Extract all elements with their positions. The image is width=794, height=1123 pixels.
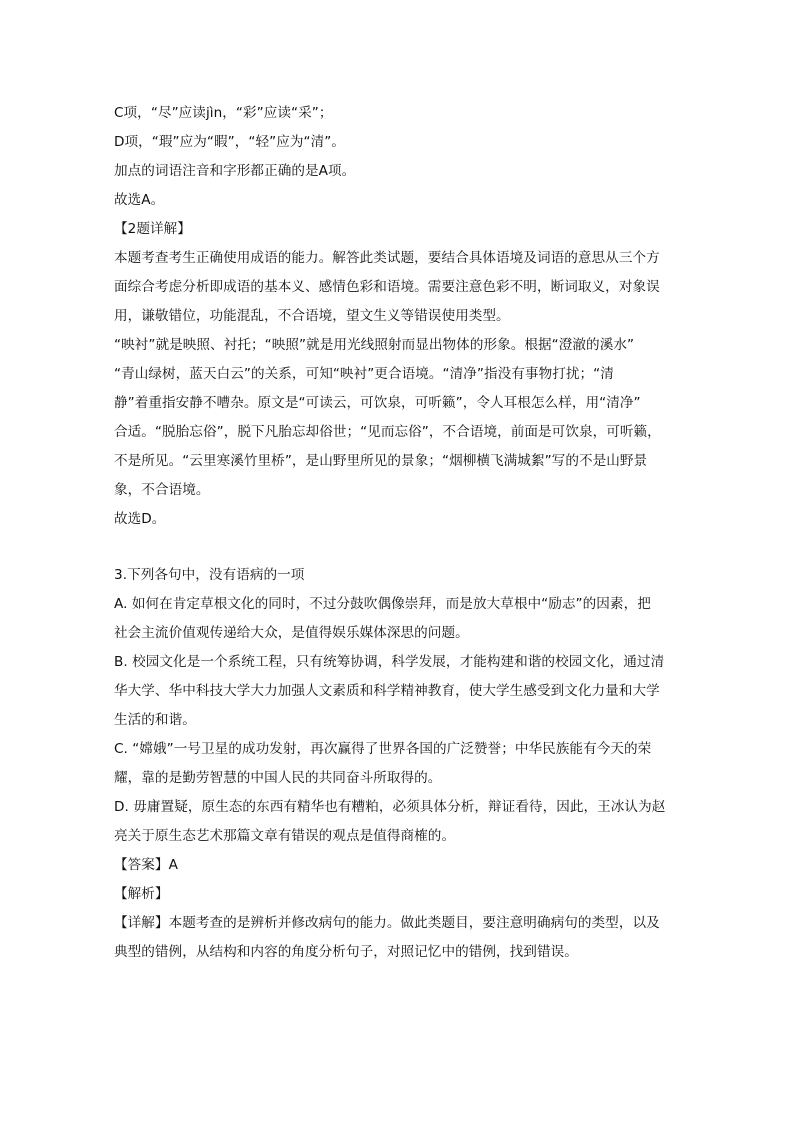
option-c: C. “嫦娥”一号卫星的成功发射，再次赢得了世界各国的广泛赞誉；中华民族能有今天的荣 bbox=[114, 741, 652, 757]
text-line: “映衬”就是映照、衬托；“映照”就是用光线照射而显出物体的形象。根据“澄澈的溪水” bbox=[114, 337, 635, 353]
text-line: 面综合考虑分析即成语的基本义、感情色彩和语境。需要注意色彩不明，断词取义，对象误 bbox=[114, 279, 660, 295]
text-line: 静”着重指安静不嘈杂。原文是“可读云，可饮泉，可听籁”，令人耳根怎么样，用“清净” bbox=[114, 395, 641, 411]
text-line: 本题考查考生正确使用成语的能力。解答此类试题，要结合具体语境及词语的意思从三个方 bbox=[114, 250, 660, 266]
text-line: 象，不合语境。 bbox=[114, 482, 210, 498]
option-a-cont: 社会主流价值观传递给大众，是值得娱乐媒体深思的问题。 bbox=[114, 625, 469, 641]
text-line: D项，“瑕”应为“暇”，“轻”应为“清”。 bbox=[114, 134, 345, 150]
text-line: 用，谦敬错位，功能混乱，不合语境，望文生义等错误使用类型。 bbox=[114, 308, 510, 324]
question-title: 3.下列各句中，没有语病的一项 bbox=[114, 567, 305, 583]
detail-text: 【详解】本题考查的是辨析并修改病句的能力。做此类题目，要注意明确病句的类型，以及 bbox=[114, 915, 660, 931]
text-line: 合适。“脱胎忘俗”，脱下凡胎忘却俗世；“见而忘俗”，不合语境，前面是可饮泉，可听籁， bbox=[114, 424, 661, 440]
option-b-cont: 华大学、华中科技大学大力加强人文素质和科学精神教育，使大学生感受到文化力量和大学 bbox=[114, 683, 660, 699]
text-line: 加点的词语注音和字形都正确的是A项。 bbox=[114, 163, 356, 179]
option-d: D. 毋庸置疑，原生态的东西有精华也有糟粕，必须具体分析，辩证看待，因此，王冰认为赵 bbox=[114, 799, 666, 815]
text-line: “青山绿树，蓝天白云”的关系，可知“映衬”更合语境。“清净”指没有事物打扰；“清 bbox=[114, 366, 614, 382]
text-line: 故选D。 bbox=[114, 511, 166, 527]
option-d-cont: 亮关于原生态艺术那篇文章有错误的观点是值得商榷的。 bbox=[114, 828, 456, 844]
document-page bbox=[114, 99, 686, 967]
option-b-cont: 生活的和谐。 bbox=[114, 712, 196, 728]
text-line: C项，“尽”应读jìn，“彩”应读“采”； bbox=[114, 105, 333, 121]
detail-text: 典型的错例，从结构和内容的角度分析句子，对照记忆中的错例，找到错误。 bbox=[114, 944, 578, 960]
option-c-cont: 耀，靠的是勤劳智慧的中国人民的共同奋斗所取得的。 bbox=[114, 770, 442, 786]
analysis-label: 【解析】 bbox=[114, 886, 169, 902]
section-heading: 【2题详解】 bbox=[114, 221, 191, 237]
answer-label: 【答案】A bbox=[114, 857, 178, 873]
text-line: 故选A。 bbox=[114, 192, 165, 208]
text-line: 不是所见。“云里寒溪竹里桥”，是山野里所见的景象；“烟柳横飞满城絮”写的不是山野景 bbox=[114, 453, 648, 469]
paragraph-gap bbox=[114, 534, 686, 561]
option-b: B. 校园文化是一个系统工程，只有统筹协调，科学发展，才能构建和谐的校园文化，通过清 bbox=[114, 654, 665, 670]
option-a: A. 如何在肯定草根文化的同时，不过分鼓吹偶像崇拜，而是放大草根中“励志”的因素，把 bbox=[114, 596, 651, 612]
